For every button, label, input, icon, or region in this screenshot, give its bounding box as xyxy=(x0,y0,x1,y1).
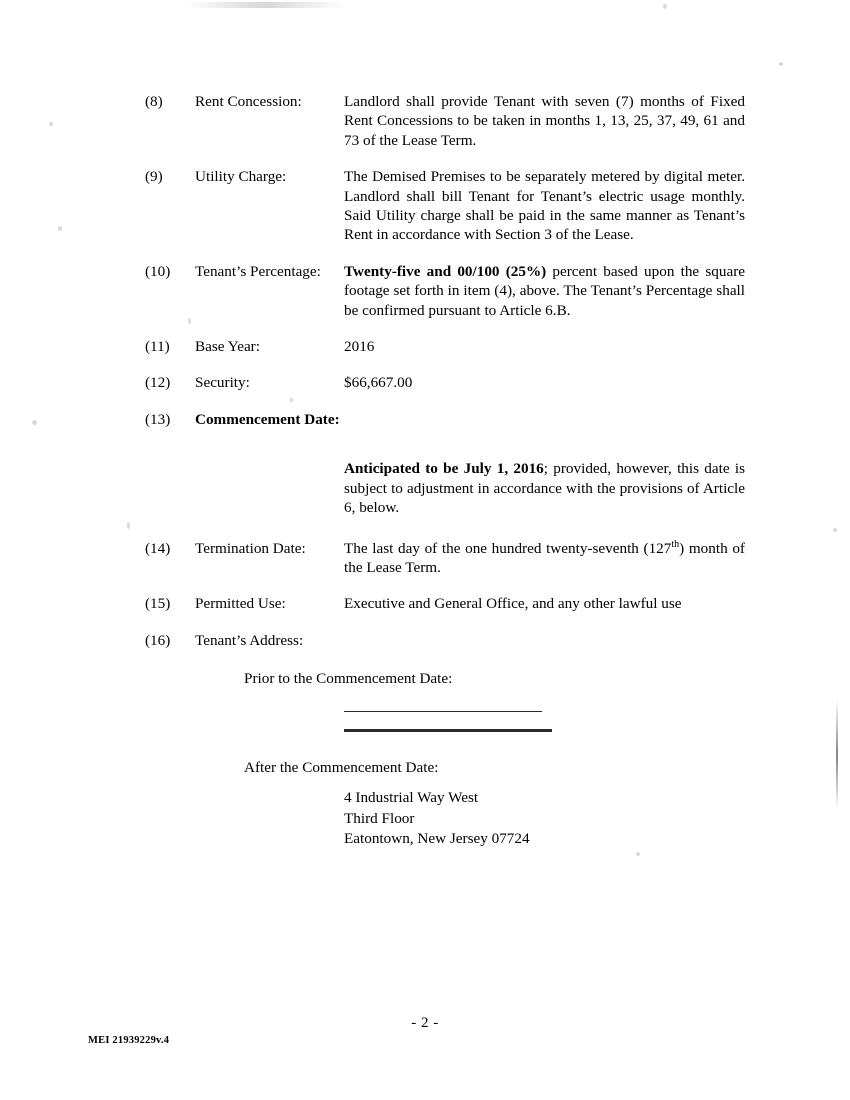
lease-item-13 xyxy=(145,410,745,429)
item-number: (11) xyxy=(145,338,170,356)
lease-item-10 xyxy=(145,262,745,320)
item-label: Commencement Date: xyxy=(195,410,340,428)
indent-spacer xyxy=(145,459,344,517)
lease-item-11 xyxy=(145,337,745,356)
item-body xyxy=(344,262,745,320)
item-label: Termination Date: xyxy=(195,539,306,557)
scan-artifact-speck xyxy=(636,852,640,856)
item-body-emphasis: Twenty-five and 00/100 (25%) xyxy=(344,262,547,280)
scan-artifact-speck xyxy=(58,226,62,231)
document-content xyxy=(145,92,745,850)
lease-item-14 xyxy=(145,539,745,578)
item-label: Utility Charge: xyxy=(195,168,287,186)
blank-line-2[interactable] xyxy=(344,729,552,732)
commencement-paragraph-text xyxy=(344,459,745,517)
item-body: Executive and General Office, and any other lawful use xyxy=(344,595,682,613)
item-number: (14) xyxy=(145,539,171,557)
item-label: Security: xyxy=(195,374,250,392)
item-number: (13) xyxy=(145,410,171,428)
item-body-rest: percent based upon the square footage set forth in item (4), above. The Tenant’s Percentage shall be confirmed pursuant to Article 6.B. xyxy=(344,262,745,319)
scan-artifact-top xyxy=(185,2,345,8)
scan-artifact-speck xyxy=(32,420,37,425)
address-line: Eatontown, New Jersey 07724 xyxy=(344,830,530,848)
scan-artifact-speck xyxy=(49,122,53,126)
blank-line-1[interactable] xyxy=(344,711,542,713)
commencement-paragraph xyxy=(145,459,745,517)
tenant-address-block xyxy=(344,788,745,850)
address-line: 4 Industrial Way West xyxy=(344,789,479,807)
lease-item-8 xyxy=(145,92,745,150)
item-body-pre: The last day of the one hundred twenty-seventh (127 xyxy=(344,539,672,557)
scan-artifact-speck xyxy=(127,522,130,529)
ordinal-suffix: th xyxy=(671,538,680,550)
item-label: Tenant’s Address: xyxy=(195,631,304,649)
page-number: - 2 - xyxy=(411,1015,439,1031)
address-line: Third Floor xyxy=(344,809,415,827)
item-body: The Demised Premises to be separately metered by digital meter. Landlord shall bill Tenant for Tenant’s electric usage monthly. Said Utility charge shall be paid in the same manner as Tenant’s Rent in accordance with Section 3 of the Lease. xyxy=(344,168,745,244)
address-fill-in-lines xyxy=(344,711,745,732)
commencement-paragraph-rest: ; provided, however, this date is subject to adjustment in accordance with the provisions of Article 6, below. xyxy=(344,460,745,517)
item-number: (10) xyxy=(145,262,171,280)
lease-item-16 xyxy=(145,631,745,650)
lease-item-12 xyxy=(145,373,745,392)
item-number: (12) xyxy=(145,374,171,392)
item-label: Permitted Use: xyxy=(195,595,286,613)
lease-item-9 xyxy=(145,167,745,245)
lease-item-15 xyxy=(145,594,745,613)
item-body-post: ) month of the Lease Term. xyxy=(344,539,745,576)
item-number: (9) xyxy=(145,168,163,186)
item-number: (15) xyxy=(145,595,171,613)
document-reference: MEI 21939229v.4 xyxy=(88,1035,170,1046)
item-label: Rent Concession: xyxy=(195,93,302,110)
scan-artifact-speck xyxy=(833,528,837,532)
item-label: Base Year: xyxy=(195,338,260,356)
item-body xyxy=(344,539,745,578)
item-body: $66,667.00 xyxy=(344,374,413,392)
scan-artifact-speck xyxy=(779,62,783,66)
prior-to-commencement-heading: Prior to the Commencement Date: xyxy=(244,670,453,688)
after-commencement-heading: After the Commencement Date: xyxy=(244,758,439,776)
item-number: (8) xyxy=(145,93,163,110)
scan-artifact-edge-line xyxy=(836,700,838,810)
item-body: Landlord shall provide Tenant with seven (7) months of Fixed Rent Concessions to be taken in months 1, 13, 25, 37, 49, 61 and 73 of the Lease Term. xyxy=(344,93,745,149)
item-number: (16) xyxy=(145,631,171,649)
item-body: 2016 xyxy=(344,338,375,356)
item-label: Tenant’s Percentage: xyxy=(195,262,321,280)
commencement-paragraph-emphasis: Anticipated to be July 1, 2016 xyxy=(344,460,544,478)
scan-artifact-speck xyxy=(663,4,667,9)
